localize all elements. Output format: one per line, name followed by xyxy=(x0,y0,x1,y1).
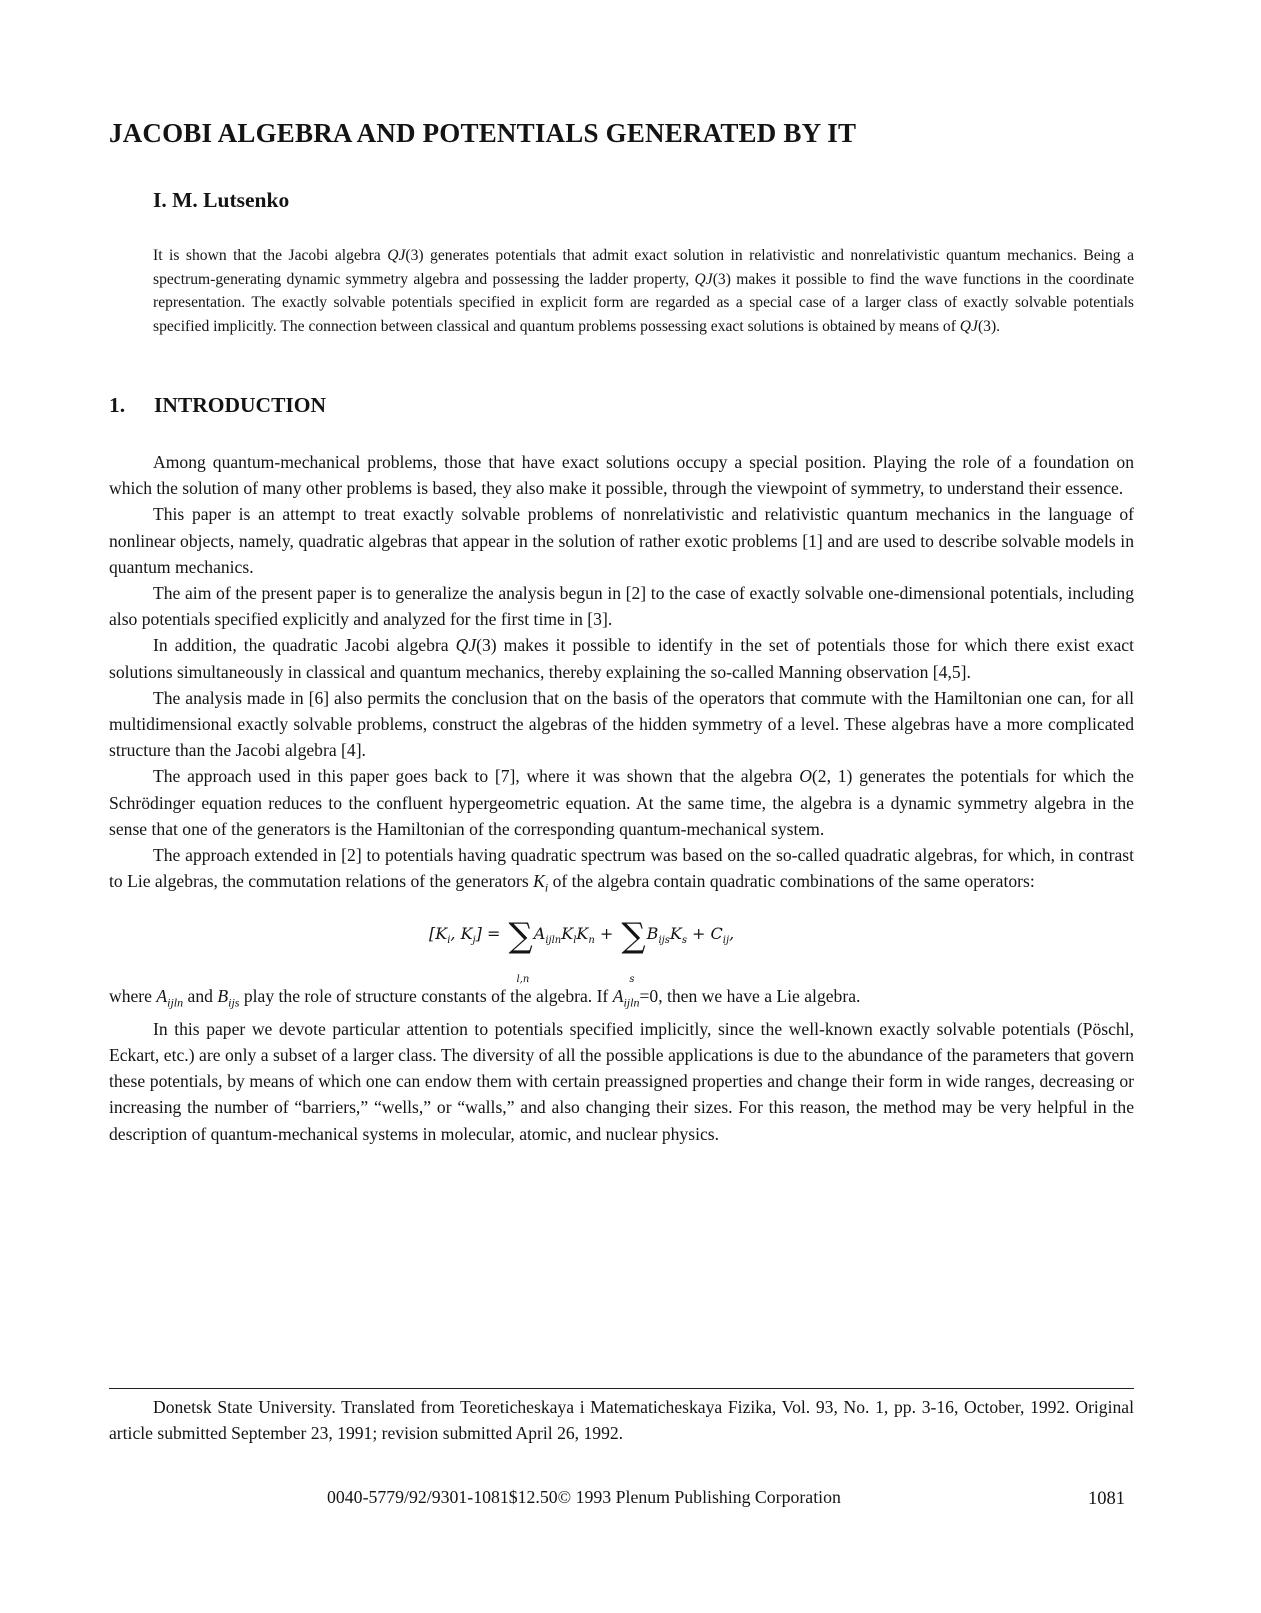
equation-content xyxy=(429,915,735,985)
paragraph-text: The approach used in this paper goes back to [7], where it was shown that the algebra xyxy=(153,766,800,787)
math-subscript: i xyxy=(544,880,549,895)
math-plus: + xyxy=(594,923,619,943)
paragraph-text: play the role of structure constants of the algebra. If xyxy=(239,985,613,1006)
math-symbol: QJ xyxy=(694,270,713,288)
math-k: K xyxy=(576,923,589,943)
summation-index: s xyxy=(629,973,635,985)
footnote-divider xyxy=(109,1388,1134,1389)
math-subscript: j xyxy=(472,935,476,947)
math-b: B xyxy=(217,985,229,1006)
math-subscript: n xyxy=(588,935,595,947)
section-number: 1. xyxy=(109,393,126,417)
paper-title: JACOBI ALGEBRA AND POTENTIALS GENERATED BY IT xyxy=(109,118,857,148)
paragraph-text: In addition, the quadratic Jacobi algebra xyxy=(153,635,456,656)
abstract xyxy=(153,244,1134,339)
bracket-right-equals: ] = xyxy=(475,923,506,943)
paragraph-text: where xyxy=(109,985,157,1006)
page-number: 1081 xyxy=(1088,1489,1125,1509)
math-subscript: l xyxy=(573,935,577,947)
paragraph-text: of the algebra contain quadratic combinations of the same operators: xyxy=(548,871,1035,892)
math-k: K xyxy=(669,923,682,943)
sigma: ∑ xyxy=(508,915,533,956)
paragraph: Among quantum-mechanical problems, those that have exact solutions occupy a special position. Playing the role of a foundation on which the solution of many other problems is based, they also make it possible, through the viewpoint of symmetry, to understand their essence. xyxy=(109,452,1134,499)
introduction-body xyxy=(109,449,1134,1147)
paragraph xyxy=(109,842,1134,901)
paragraph-text: The approach extended in [2] to potentials having quadratic spectrum was based on the so-called quadratic algebras, for which, in contrast to Lie algebras, the commutation relations of the generators xyxy=(109,845,1134,892)
sigma: ∑ xyxy=(621,915,646,956)
paragraph: The analysis made in [6] also permits the conclusion that on the basis of the operators that commute with the Hamiltonian one can, for all multidimensional exactly solvable problems, construct the algebras of the hidden symmetry of a level. These algebras have a more complicated structure than the Jacobi algebra [4]. xyxy=(109,687,1134,761)
paragraph xyxy=(109,983,1134,1016)
math-symbol xyxy=(533,871,549,895)
math-k: K xyxy=(561,923,574,943)
math-subscript: ijs xyxy=(228,995,240,1010)
math-symbol: QJ xyxy=(455,635,477,656)
abstract-text: (3) generates potentials that admit exact solution in relativistic and nonrelativistic quantum mechanics. Being a spectrum-generating dynamic symmetry algebra and possessing the ladder property, xyxy=(153,247,1135,288)
math-symbol xyxy=(612,985,640,1010)
math-symbol xyxy=(156,985,184,1010)
math-subscript: ijln xyxy=(623,995,640,1010)
math-subscript: ijln xyxy=(167,995,184,1010)
math-b: B xyxy=(646,923,659,943)
section-title: INTRODUCTION xyxy=(154,393,327,417)
paragraph: In this paper we devote particular attention to potentials specified implicitly, since the well-known exactly solvable potentials (Pöschl, Eckart, etc.) are only a subset of a larger class. The diversity of all the possible applications is due to the abundance of the parameters that govern these potentials, by means of which one can endow them with certain preassigned properties and change their form in wide ranges, decreasing or increasing the number of “barriers,” “wells,” or “walls,” and also changing their sizes. For this reason, the method may be very helpful in the description of quantum-mechanical systems in molecular, atomic, and nuclear physics. xyxy=(109,1018,1134,1144)
math-k: K xyxy=(435,923,448,943)
math-subscript: ij xyxy=(722,935,730,947)
math-k: K xyxy=(533,871,545,892)
math-a: A xyxy=(156,985,168,1006)
paragraph: The aim of the present paper is to generalize the analysis begun in [2] to the case of exactly solvable one-dimensional potentials, including also potentials specified explicitly and analyzed for the first time in [3]. xyxy=(109,583,1134,630)
commutation-equation xyxy=(109,907,1134,985)
paragraph xyxy=(109,632,1134,684)
math-k: K xyxy=(460,923,473,943)
abstract-text: (3) makes it possible to find the wave functions in the coordinate representation. The exactly solvable potentials specified in explicit form are regarded as a special case of a larger class of exactly solvable potentials specified implicitly. The connection between classical and quantum problems possessing exact solutions is obtained by means of xyxy=(153,270,1135,336)
summation-symbol xyxy=(508,915,533,985)
summation-index: l,n xyxy=(516,973,530,985)
abstract-text: It is shown that the Jacobi algebra xyxy=(153,247,388,264)
math-a: A xyxy=(533,923,546,943)
math-symbol: QJ xyxy=(387,247,406,264)
abstract-text: (3). xyxy=(977,318,1001,336)
paragraph-text: =0, then we have a Lie algebra. xyxy=(639,985,861,1006)
math-subscript: s xyxy=(681,935,687,947)
math-a: A xyxy=(612,985,624,1006)
math-symbol: O xyxy=(799,766,812,787)
copyright-line: 0040-5779/92/9301-1081$12.50© 1993 Plenum Publishing Corporation xyxy=(327,1487,841,1507)
summation-symbol xyxy=(621,915,646,985)
paragraph xyxy=(109,763,1134,842)
math-subscript: ijs xyxy=(658,935,670,947)
paragraph-text: (2, 1) generates the potentials for which the Schrödinger equation reduces to the confluent hypergeometric equation. At the same time, the algebra is a dynamic symmetry algebra in the sense that one of the generators is the Hamiltonian of the corresponding quantum-mechanical system. xyxy=(109,766,1134,839)
section-heading xyxy=(109,393,326,418)
math-symbol: QJ xyxy=(959,318,978,336)
math-subscript: i xyxy=(447,935,451,947)
author-name: I. M. Lutsenko xyxy=(153,188,290,212)
paragraph: This paper is an attempt to treat exactly solvable problems of nonrelativistic and relativistic quantum mechanics in the language of nonlinear objects, namely, quadratic algebras that appear in the solution of rather exotic problems [1] and are used to describe solvable models in quantum mechanics. xyxy=(109,504,1134,577)
math-symbol xyxy=(217,985,240,1010)
paragraph-text: and xyxy=(183,985,218,1006)
paragraph-text: (3) makes it possible to identify in the set of potentials those for which there exist exact solutions simultaneously in classical and quantum mechanics, thereby explaining the so-called Manning observation [4,5]. xyxy=(109,635,1134,682)
bracket-left: [ xyxy=(429,923,436,943)
math-comma: , xyxy=(450,923,461,943)
footnote: Donetsk State University. Translated from Teoreticheskaya i Matematicheskaya Fizika, Vol. 93, No. 1, pp. 3-16, October, 1992. Original article submitted September 23, 1991; revision submitted April 26, 1992. xyxy=(109,1397,1134,1444)
math-c: C xyxy=(710,923,723,943)
math-subscript: ijln xyxy=(545,935,562,947)
math-comma: , xyxy=(729,923,735,943)
math-plus: + xyxy=(686,923,711,943)
